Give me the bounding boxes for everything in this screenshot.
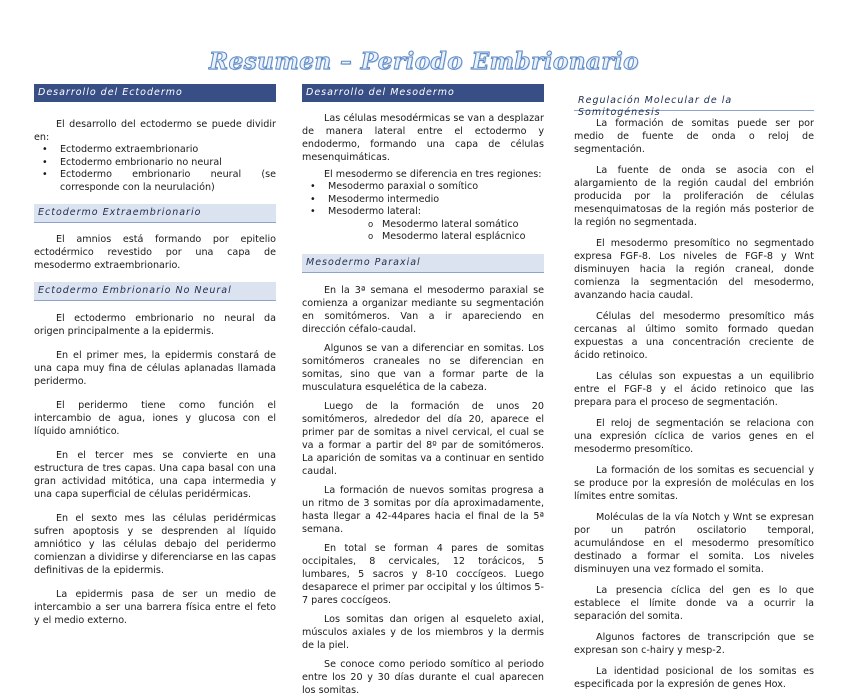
list-item: • Mesodermo lateral:: [302, 206, 544, 219]
paragraph: Moléculas de la vía Notch y Wnt se expresan por un patrón oscilatorio temporal, acumulándose en el mesodermo presomítico destinado a formar el somita. Los niveles disminuyen una vez formado el somita.: [574, 512, 814, 575]
paragraph: En el tercer mes se convierte en una estructura de tres capas. Una capa basal con una gran actividad mitótica, una capa intermedia y una capa superficial de células peridérmicas.: [34, 450, 276, 501]
paragraph: Células del mesodermo presomítico más cercanas al último somito formado quedan expuestas a una concentración creciente de ácido retinoico.: [574, 311, 814, 361]
paragraph: La formación de los somitas es secuencial y se produce por la expresión de moléculas en los límites entre somitas.: [574, 465, 814, 502]
paragraph: La presencia cíclica del gen es lo que establece el límite donde va a ocurrir la separación del somita.: [574, 585, 814, 622]
column-ectodermo: [34, 84, 276, 627]
paragraph: Se conoce como periodo somítico al periodo entre los 20 y 30 días durante el cual aparecen los somitas.: [302, 658, 544, 696]
section-header-desarrollo-mesodermo: Desarrollo del Mesodermo: [302, 84, 544, 102]
paragraph: La formación de nuevos somitas progresa a un ritmo de 3 somitas por día aproximadamente, hasta llegar a 42-44pares hacia el final de la 5ª semana.: [302, 484, 544, 535]
paragraph: Los somitas dan origen al esqueleto axial, músculos axiales y de los miembros y la dermis de la piel.: [302, 613, 544, 651]
paragraph: La epidermis pasa de ser un medio de intercambio a ser una barrera física entre el feto y el medio externo.: [34, 589, 276, 627]
paragraph: La fuente de onda se asocia con el alargamiento de la región caudal del embrión producida por la proliferación de células mesenquimatosas de la región más posterior de la región no segmentada.: [574, 165, 814, 228]
list-item: • Mesodermo paraxial o somítico: [302, 181, 544, 194]
sub-list-item: o Mesodermo lateral somático: [302, 219, 544, 232]
section-header-desarrollo-ectodermo: Desarrollo del Ectodermo: [34, 84, 276, 102]
section-header-regulacion-molecular: Regulación Molecular de la Somitogénesis: [574, 92, 814, 111]
paragraph: El mesodermo se diferencia en tres regiones:: [324, 169, 542, 180]
section-header-ectodermo-extraembrionario: Ectodermo Extraembrionario: [34, 204, 276, 223]
bullet-list: [302, 181, 544, 244]
paragraph: La identidad posicional de los somitas es especificada por la expresión de genes Hox.: [574, 666, 814, 690]
list-item: • Mesodermo intermedio: [302, 194, 544, 207]
list-item: • Ectodermo embrionario neural (se corresponde con la neurulación): [34, 169, 276, 194]
paragraph: Las células son expuestas a un equilibrio entre el FGF-8 y el ácido retinoico que las prepara para el proceso de segmentación.: [574, 371, 814, 408]
paragraph: En el sexto mes las células peridérmicas sufren apoptosis y se desprenden al líquido amniótico y las células debajo del peridermo comienzan a dividirse y diferenciarse en las capas definitivas de la epidermis.: [34, 513, 276, 577]
paragraph: El ectodermo embrionario no neural da origen principalmente a la epidermis.: [34, 313, 276, 338]
section-header-mesodermo-paraxial: Mesodermo Paraxial: [302, 254, 544, 273]
list-item: • Ectodermo embrionario no neural: [34, 157, 276, 170]
paragraph: El reloj de segmentación se relaciona con una expresión cíclica de varios genes en el mesodermo presomítico.: [574, 418, 814, 455]
list-item: • Ectodermo extraembrionario: [34, 144, 276, 157]
page-title: Resumen – Periodo Embrionario: [208, 48, 640, 75]
paragraph: La formación de somitas puede ser por medio de fuente de onda o reloj de segmentación.: [574, 118, 814, 155]
paragraph: El amnios está formando por epitelio ectodérmico revestido por una capa de mesodermo extraembrionario.: [34, 234, 276, 272]
column-regulacion-molecular: [574, 92, 814, 691]
column-mesodermo: [302, 84, 544, 697]
paragraph: En el primer mes, la epidermis constará de una capa muy fina de células aplanadas llamada peridermo.: [34, 350, 276, 388]
paragraph: El peridermo tiene como función el intercambio de agua, iones y glucosa con el líquido amniótico.: [34, 400, 276, 438]
paragraph: Algunos se van a diferenciar en somitas. Los somitómeros craneales no se diferencian en somitas, sino que van a formar parte de la musculatura esquelética de la cabeza.: [302, 342, 544, 393]
paragraph: El mesodermo presomítico no segmentado expresa FGF-8. Los niveles de FGF-8 y Wnt disminuyen hacia la región craneal, donde comienza la segmentación del mesodermo, avanzando hacia caudal.: [574, 238, 814, 301]
section-header-ectodermo-no-neural: Ectodermo Embrionario No Neural: [34, 282, 276, 301]
paragraph: En total se forman 4 pares de somitas occipitales, 8 cervicales, 12 torácicos, 5 lumbares, 5 sacros y 8-10 coccígeos. Luego desaparece el primer par occipital y los últimos 5-7 pares coccígeos.: [302, 542, 544, 606]
paragraph: El desarrollo del ectodermo se puede dividir en:: [34, 119, 276, 143]
sub-list-item: o Mesodermo lateral esplácnico: [302, 231, 544, 244]
bullet-list: [34, 144, 276, 194]
paragraph: Las células mesodérmicas se van a desplazar de manera lateral entre el ectodermo y endodermo, formando una capa de células mesenquimáticas.: [302, 113, 544, 163]
paragraph: Algunos factores de transcripción que se expresan son c-hairy y mesp-2.: [574, 632, 814, 656]
paragraph: Luego de la formación de unos 20 somitómeros, alrededor del día 20, aparece el primer par de somitas a nivel cervical, el cual se va a formar a partir del 8º par de somitómeros. La aparición de somitas va a continuar en sentido caudal.: [302, 400, 544, 477]
paragraph: En la 3ª semana el mesodermo paraxial se comienza a organizar mediante su segmentación en somitómeros. Van a ir apareciendo en dirección céfalo-caudal.: [302, 284, 544, 335]
